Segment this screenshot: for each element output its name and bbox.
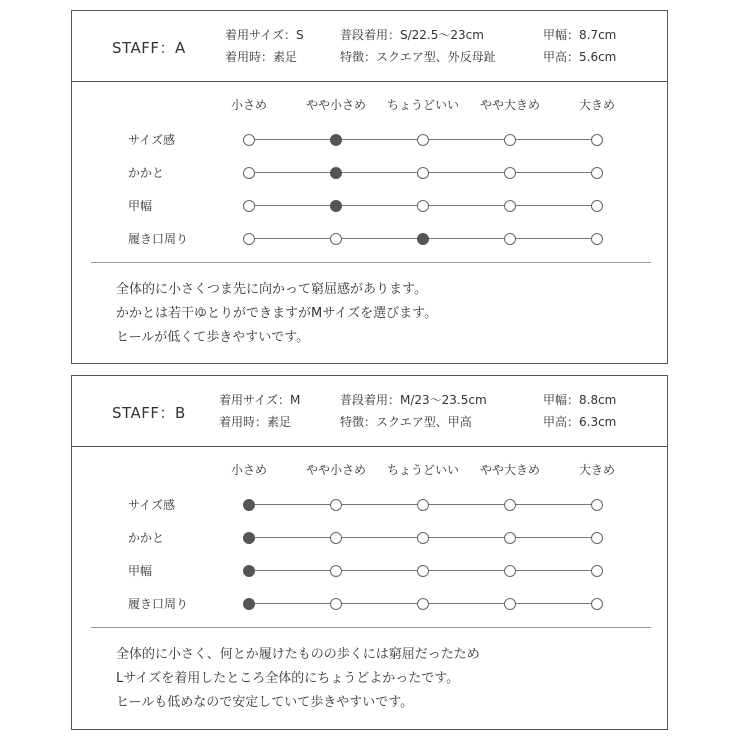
staff-a-comment-line-3: ヒールが低くて歩きやすいです。: [116, 330, 310, 345]
staff-a-rating-dot-r2-c4: [504, 167, 516, 179]
staff-a-scale-label-4: やや大きめ: [479, 98, 541, 112]
staff-b-rating-dot-r3-c4: [504, 565, 516, 577]
staff-a-rating-dot-r4-c5: [591, 233, 603, 245]
staff-a-rating-dot-r2-c5: [591, 167, 603, 179]
staff-b-rating-dot-r4-c1-selected: [243, 598, 255, 610]
staff-b-rating-dot-r2-c3: [417, 532, 429, 544]
staff-b-rating-dot-r1-c4: [504, 499, 516, 511]
staff-a-rating-dot-r3-c4: [504, 200, 516, 212]
staff-b-rating-dot-r1-c3: [417, 499, 429, 511]
staff-a-rating-dot-r1-c2-selected: [330, 134, 342, 146]
staff-a-rating-dot-r4-c1: [243, 233, 255, 245]
staff-a-header: [72, 11, 667, 82]
staff-b-comment: [116, 643, 480, 715]
staff-b-col1: [219, 389, 300, 433]
staff-b-comment-line-3: ヒールも低めなので安定していて歩きやすいです。: [116, 695, 414, 710]
staff-b-worn-with: 着用時：素足: [219, 415, 292, 429]
staff-b-rating-dot-r3-c1-selected: [243, 565, 255, 577]
staff-a-row-label-1: サイズ感: [128, 133, 176, 147]
staff-b-row-label-2: かかと: [128, 531, 165, 545]
staff-b-comment-line-2: Lサイズを着用したところ全体的にちょうどよかったです。: [116, 671, 460, 686]
staff-b-rating-dot-r3-c3: [417, 565, 429, 577]
staff-a-rating-dot-r3-c2-selected: [330, 200, 342, 212]
staff-a-size-worn: 着用サイズ：S: [225, 28, 304, 42]
staff-a-row-label-3: 甲幅: [128, 199, 153, 213]
staff-a-rating-dot-r2-c3: [417, 167, 429, 179]
staff-b-instep-height: 甲高：6.3cm: [543, 415, 617, 429]
staff-a-comment-line-1: 全体的に小さくつま先に向かって窮屈感があります。: [116, 282, 427, 297]
staff-b-col3: [543, 389, 616, 433]
staff-b-scale-label-4: やや大きめ: [479, 463, 541, 477]
staff-a-comment: [116, 278, 437, 350]
staff-b-rating-dot-r2-c4: [504, 532, 516, 544]
staff-b-size-worn: 着用サイズ：M: [219, 393, 301, 407]
staff-a-scale-label-1: 小さめ: [230, 98, 268, 112]
staff-a-col1: [225, 24, 304, 68]
staff-a-rating-dot-r4-c2: [330, 233, 342, 245]
staff-a-rating-dot-r1-c1: [243, 134, 255, 146]
staff-a-card: [71, 10, 668, 364]
staff-a-rating-dot-r1-c3: [417, 134, 429, 146]
staff-b-rating-dot-r1-c1-selected: [243, 499, 255, 511]
staff-a-row-label-4: 履き口周り: [128, 232, 189, 246]
staff-a-scale-label-5: 大きめ: [578, 98, 616, 112]
staff-a-usual-size: 普段着用：S/22.5～23cm: [340, 28, 484, 42]
staff-b-usual-size: 普段着用：M/23～23.5cm: [340, 393, 487, 407]
staff-b-rating-dot-r4-c4: [504, 598, 516, 610]
staff-a-rating-dot-r1-c4: [504, 134, 516, 146]
staff-b-comment-line-1: 全体的に小さく、何とか履けたものの歩くには窮屈だったため: [116, 647, 480, 662]
staff-a-scale-label-3: ちょうどいい: [386, 98, 460, 112]
staff-b-name: STAFF：B: [112, 404, 186, 422]
staff-b-scale-label-3: ちょうどいい: [386, 463, 460, 477]
staff-a-instep-width: 甲幅：8.7cm: [543, 28, 617, 42]
staff-a-rating-dot-r2-c1: [243, 167, 255, 179]
staff-b-rating-dot-r3-c5: [591, 565, 603, 577]
staff-a-col2: [340, 24, 496, 68]
staff-b-rating-dot-r1-c5: [591, 499, 603, 511]
staff-a-worn-with: 着用時：素足: [225, 50, 298, 64]
staff-a-divider: [91, 262, 651, 263]
staff-b-rating-dot-r2-c2: [330, 532, 342, 544]
staff-a-rating-dot-r3-c5: [591, 200, 603, 212]
staff-a-rating-dot-r2-c2-selected: [330, 167, 342, 179]
staff-b-scale-label-5: 大きめ: [578, 463, 616, 477]
staff-b-card: [71, 375, 668, 730]
staff-a-row-label-2: かかと: [128, 166, 165, 180]
staff-b-rating-dot-r2-c1-selected: [243, 532, 255, 544]
staff-b-col2: [340, 389, 487, 433]
staff-b-divider: [91, 627, 651, 628]
staff-a-scale-label-2: やや小さめ: [305, 98, 367, 112]
staff-b-row-label-1: サイズ感: [128, 498, 176, 512]
staff-b-rating-dot-r2-c5: [591, 532, 603, 544]
staff-b-instep-width: 甲幅：8.8cm: [543, 393, 617, 407]
staff-a-name: STAFF：A: [112, 39, 186, 57]
staff-a-rating-dot-r4-c3-selected: [417, 233, 429, 245]
staff-b-row-label-4: 履き口周り: [128, 597, 189, 611]
staff-b-rating-dot-r4-c3: [417, 598, 429, 610]
staff-b-header: [72, 376, 667, 447]
staff-a-rating-dot-r3-c1: [243, 200, 255, 212]
staff-a-instep-height: 甲高：5.6cm: [543, 50, 617, 64]
staff-b-features: 特徴：スクエア型、甲高: [340, 415, 472, 429]
staff-a-rating-dot-r4-c4: [504, 233, 516, 245]
staff-b-rating-dot-r1-c2: [330, 499, 342, 511]
staff-b-rating-dot-r3-c2: [330, 565, 342, 577]
staff-a-rating-dot-r1-c5: [591, 134, 603, 146]
staff-b-rating-dot-r4-c2: [330, 598, 342, 610]
staff-b-scale-label-2: やや小さめ: [305, 463, 367, 477]
staff-a-comment-line-2: かかとは若干ゆとりができますがMサイズを選びます。: [116, 306, 438, 321]
staff-b-row-label-3: 甲幅: [128, 564, 153, 578]
staff-b-rating-dot-r4-c5: [591, 598, 603, 610]
staff-a-rating-dot-r3-c3: [417, 200, 429, 212]
staff-b-scale-label-1: 小さめ: [230, 463, 268, 477]
staff-a-features: 特徴：スクエア型、外反母趾: [340, 50, 496, 64]
staff-a-col3: [543, 24, 616, 68]
